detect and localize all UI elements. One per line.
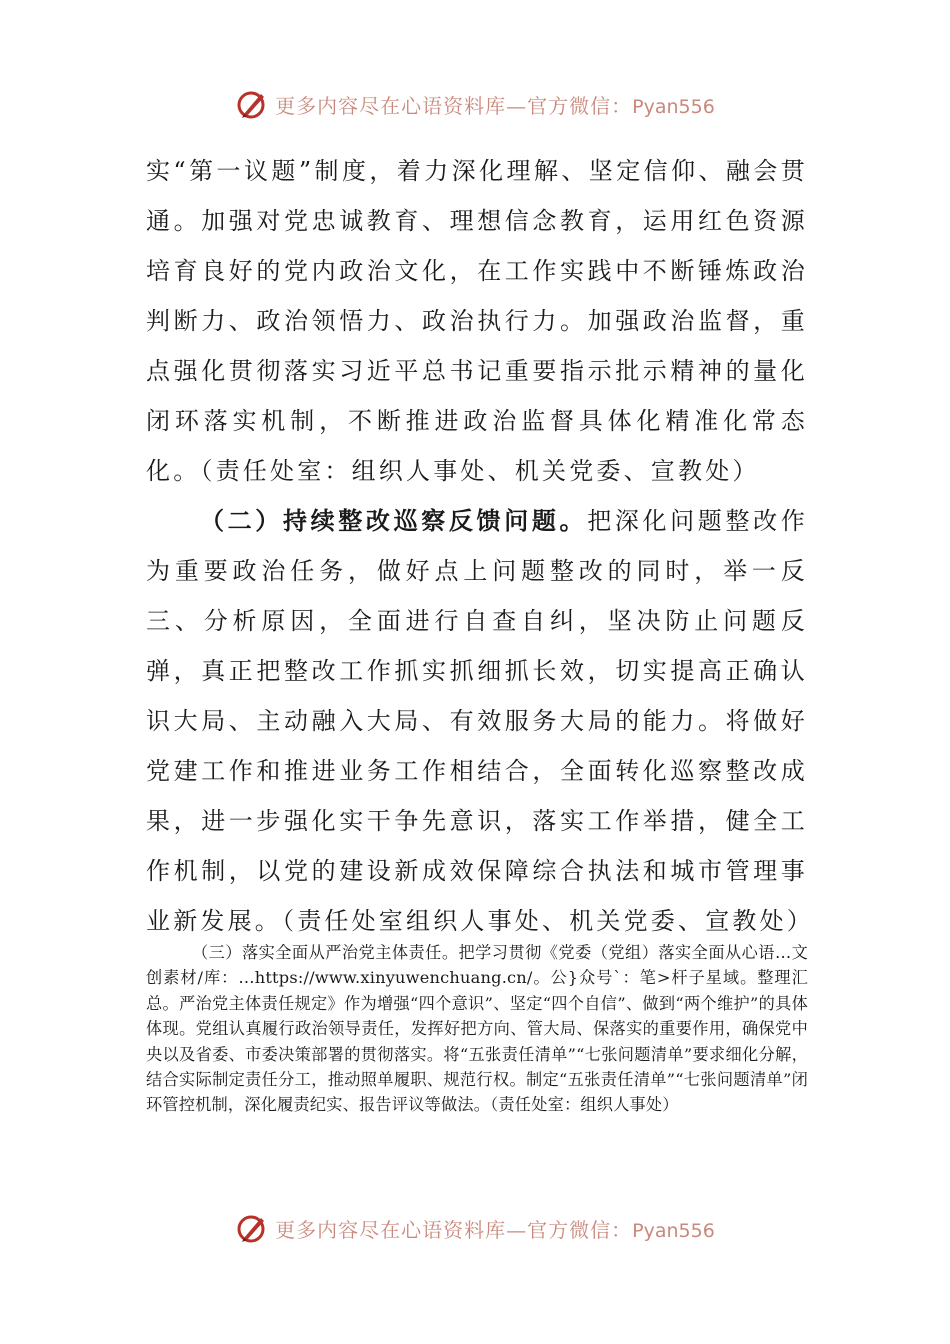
banner-text: 更多内容尽在心语资料库—官方微信：Pyan556 [275, 93, 715, 118]
header-banner [0, 84, 950, 124]
section-heading-2: （二）持续整改巡察反馈问题。 [200, 507, 588, 535]
document-body-small [146, 940, 808, 1118]
pen-logo-icon [235, 87, 269, 121]
paragraph-3: （三）落实全面从严治党主体责任。把学习贯彻《党委（党组）落实全面从心语…文创素材/库：…https://www.xinyuwenchuang.cn/。公}众号`：笔>杆子星域。整理汇总。严治党主体责任规定》作为增强“四个意识”、坚定“四个自信”、做到“两个维护”的具体体现。党组认真履行政治领导责任，发挥好把方向、管大局、保落实的重要作用，确保党中央以及省委、市委决策部署的贯彻落实。将“五张责任清单”“七张问题清单”要求细化分解，结合实际制定责任分工，推动照单履职、规范行权。制定“五张责任清单”“七张问题清单”闭环管控机制，深化履责纪实、报告评议等做法。（责任处室：组织人事处） [146, 943, 808, 1115]
paragraph-1: 实“第一议题”制度，着力深化理解、坚定信仰、融会贯通。加强对党忠诚教育、理想信念教育，运用红色资源培育良好的党内政治文化，在工作实践中不断锤炼政治判断力、政治领悟力、政治执行力。加强政治监督，重点强化贯彻落实习近平总书记重要指示批示精神的量化闭环落实机制，不断推进政治监督具体化精准化常态化。（责任处室：组织人事处、机关党委、宣教处） [146, 157, 808, 485]
paragraph-2-text: 把深化问题整改作为重要政治任务，做好点上问题整改的同时，举一反三、分析原因，全面进行自查自纠，坚决防止问题反弹，真正把整改工作抓实抓细抓长效，切实提高正确认识大局、主动融入大局、有效服务大局的能力。将做好党建工作和推进业务工作相结合，全面转化巡察整改成果，进一步强化实干争先意识，落实工作举措，健全工作机制，以党的建设新成效保障综合执法和城市管理事业新发展。（责任处室组织人事处、机关党委、宣教处） [146, 507, 814, 935]
paragraph-2 [146, 496, 814, 946]
document-body [146, 146, 814, 946]
pen-logo-icon [235, 1211, 269, 1245]
banner-text: 更多内容尽在心语资料库—官方微信：Pyan556 [275, 1217, 715, 1242]
footer-banner [0, 1208, 950, 1248]
